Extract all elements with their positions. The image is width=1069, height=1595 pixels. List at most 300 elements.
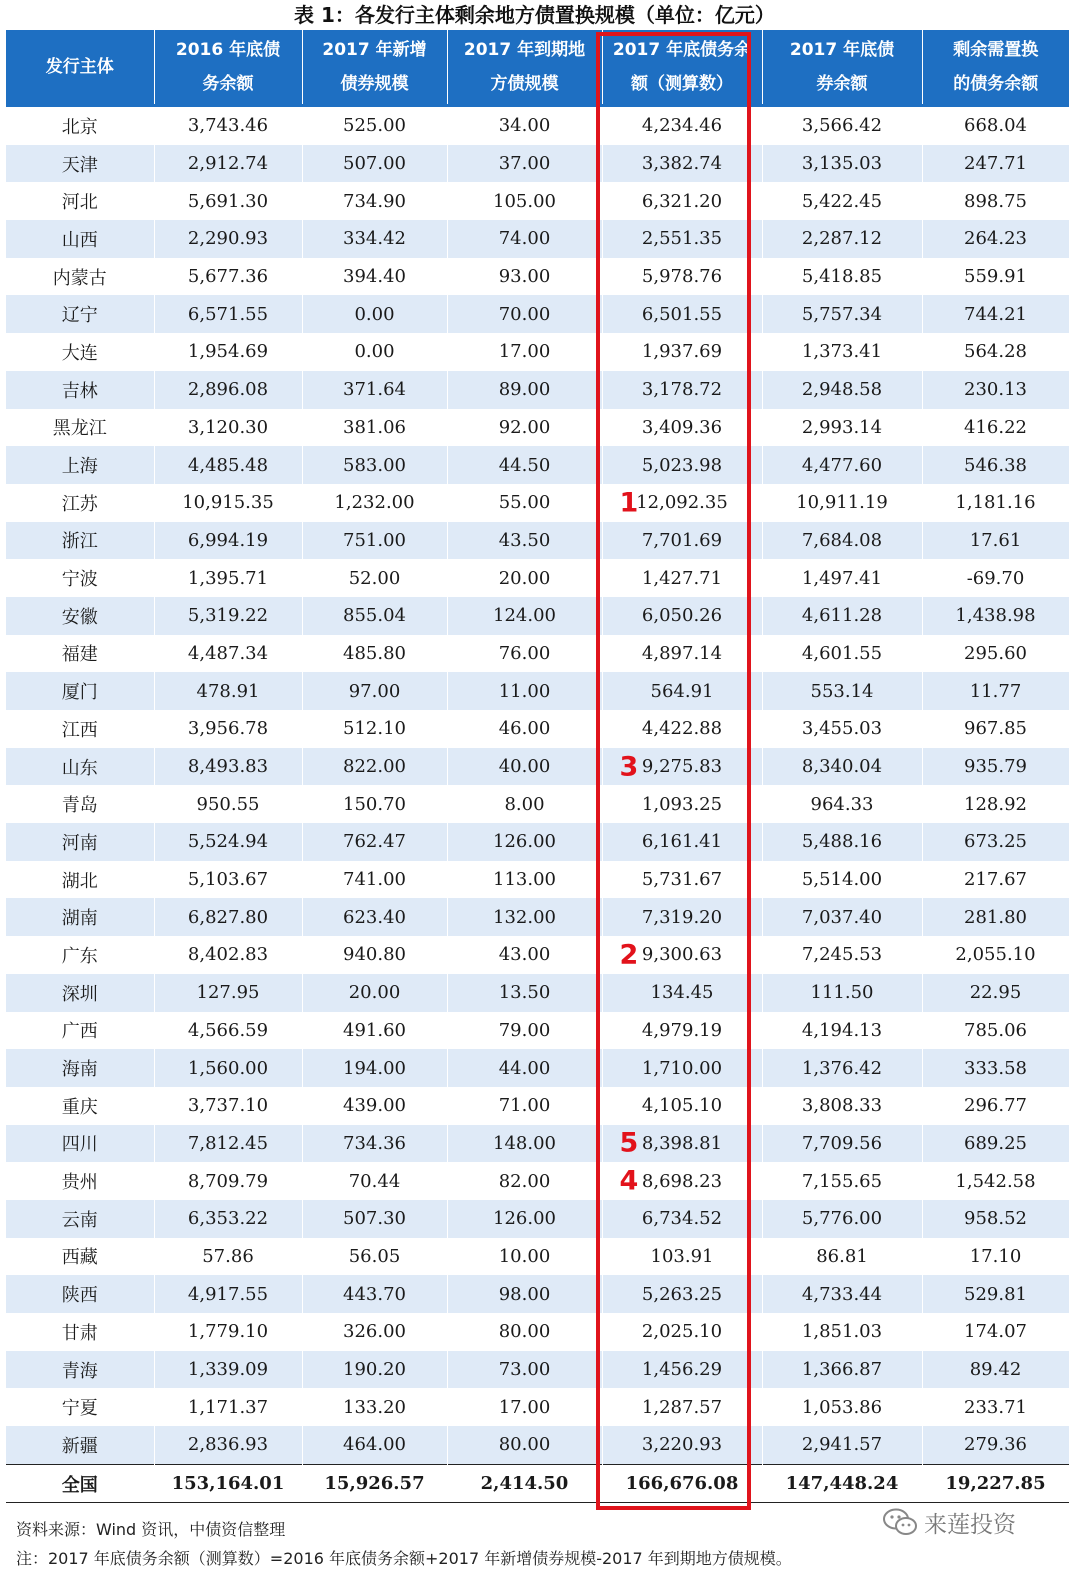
value-cell: 7,037.40 <box>762 898 922 936</box>
value-text: 6,734.52 <box>641 1208 723 1230</box>
issuer-cell: 青岛 <box>6 785 154 823</box>
table-row <box>6 1426 1069 1464</box>
issuer-cell: 黑龙江 <box>6 409 154 447</box>
value-cell: 1,373.41 <box>762 333 922 371</box>
value-cell: 4,917.55 <box>154 1275 302 1313</box>
value-cell <box>602 748 762 786</box>
value-cell <box>602 295 762 333</box>
value-cell: 133.20 <box>302 1388 447 1426</box>
value-text: 2,551.35 <box>641 228 723 250</box>
value-cell: 762.47 <box>302 823 447 861</box>
issuer-cell: 内蒙古 <box>6 258 154 296</box>
value-cell: 4,487.34 <box>154 635 302 673</box>
value-cell: 855.04 <box>302 597 447 635</box>
value-cell: 4,477.60 <box>762 446 922 484</box>
value-cell: 6,571.55 <box>154 295 302 333</box>
value-text: 4,979.19 <box>641 1019 723 1041</box>
value-cell: 1,954.69 <box>154 333 302 371</box>
total-value-cell: 2,414.50 <box>447 1464 602 1503</box>
table-row <box>6 1125 1069 1163</box>
value-text: 5,731.67 <box>641 869 723 891</box>
table-row <box>6 597 1069 635</box>
table-row <box>6 106 1069 145</box>
value-text: 4,234.46 <box>641 115 723 137</box>
value-cell: 86.81 <box>762 1238 922 1276</box>
value-cell <box>602 635 762 673</box>
value-cell: 950.55 <box>154 785 302 823</box>
value-cell <box>602 446 762 484</box>
value-cell: 4,485.48 <box>154 446 302 484</box>
value-text: 6,050.26 <box>641 605 723 627</box>
value-cell: 1,851.03 <box>762 1313 922 1351</box>
watermark <box>882 1502 1016 1542</box>
issuer-cell: 广东 <box>6 936 154 974</box>
value-cell: 126.00 <box>447 1200 602 1238</box>
rank-marker: 3 <box>619 751 639 783</box>
value-cell: 1,560.00 <box>154 1049 302 1087</box>
value-cell: 1,053.86 <box>762 1388 922 1426</box>
value-cell <box>602 106 762 145</box>
value-cell: 1,171.37 <box>154 1388 302 1426</box>
value-cell <box>602 1313 762 1351</box>
issuer-cell: 四川 <box>6 1125 154 1163</box>
value-cell: 70.00 <box>447 295 602 333</box>
value-cell: 56.05 <box>302 1238 447 1276</box>
value-cell <box>602 1125 762 1163</box>
issuer-cell: 山西 <box>6 220 154 258</box>
table-row <box>6 522 1069 560</box>
issuer-cell: 贵州 <box>6 1162 154 1200</box>
value-text: 7,701.69 <box>641 529 723 551</box>
value-cell: 439.00 <box>302 1087 447 1125</box>
value-cell: 10.00 <box>447 1238 602 1276</box>
value-text: 3,178.72 <box>641 379 723 401</box>
value-cell: 4,611.28 <box>762 597 922 635</box>
value-cell <box>602 484 762 522</box>
table-row <box>6 1313 1069 1351</box>
value-cell: 92.00 <box>447 409 602 447</box>
issuer-cell: 河南 <box>6 823 154 861</box>
value-text: 5,023.98 <box>641 454 723 476</box>
table-row <box>6 1087 1069 1125</box>
source-note: 资料来源：Wind 资讯，中债资信整理 <box>16 1520 286 1539</box>
issuer-cell: 深圳 <box>6 974 154 1012</box>
issuer-cell: 西藏 <box>6 1238 154 1276</box>
value-text: 4,897.14 <box>641 642 723 664</box>
value-cell: 741.00 <box>302 861 447 899</box>
value-cell: 3,743.46 <box>154 106 302 145</box>
issuer-cell: 厦门 <box>6 672 154 710</box>
value-text: 134.45 <box>650 982 714 1004</box>
value-cell: 5,418.85 <box>762 258 922 296</box>
value-cell: 264.23 <box>922 220 1069 258</box>
header-2017-new-bonds: 2017 年新增 债券规模 <box>302 30 447 106</box>
issuer-cell: 宁夏 <box>6 1388 154 1426</box>
value-cell: 17.61 <box>922 522 1069 560</box>
value-cell: 5,524.94 <box>154 823 302 861</box>
table-row <box>6 446 1069 484</box>
value-cell: 80.00 <box>447 1313 602 1351</box>
header-2017-debt-estimate: 2017 年底债务余 额（测算数） <box>602 30 762 106</box>
value-cell: 940.80 <box>302 936 447 974</box>
value-cell <box>602 672 762 710</box>
value-cell: 5,488.16 <box>762 823 922 861</box>
issuer-cell: 江西 <box>6 710 154 748</box>
value-cell: 52.00 <box>302 559 447 597</box>
issuer-cell: 福建 <box>6 635 154 673</box>
value-cell: 443.70 <box>302 1275 447 1313</box>
value-cell: 8,709.79 <box>154 1162 302 1200</box>
table-row <box>6 371 1069 409</box>
header-2017-maturing: 2017 年到期地 方债规模 <box>447 30 602 106</box>
issuer-cell: 新疆 <box>6 1426 154 1464</box>
value-cell: 5,103.67 <box>154 861 302 899</box>
table-row <box>6 1200 1069 1238</box>
value-cell: 8,493.83 <box>154 748 302 786</box>
table-row <box>6 1162 1069 1200</box>
total-value-cell: 15,926.57 <box>302 1464 447 1503</box>
value-cell: 3,135.03 <box>762 145 922 183</box>
value-cell: 485.80 <box>302 635 447 673</box>
value-cell: 1,395.71 <box>154 559 302 597</box>
table-row <box>6 145 1069 183</box>
value-text: 1,456.29 <box>641 1359 723 1381</box>
value-cell: 6,994.19 <box>154 522 302 560</box>
table-row <box>6 672 1069 710</box>
value-cell: 6,827.80 <box>154 898 302 936</box>
value-cell: 89.42 <box>922 1351 1069 1389</box>
value-cell <box>602 597 762 635</box>
value-cell: 478.91 <box>154 672 302 710</box>
value-cell: -69.70 <box>922 559 1069 597</box>
table-row <box>6 484 1069 522</box>
value-cell <box>602 258 762 296</box>
value-cell <box>602 1162 762 1200</box>
value-cell: 17.10 <box>922 1238 1069 1276</box>
table-row <box>6 1275 1069 1313</box>
value-cell: 507.00 <box>302 145 447 183</box>
value-text: 3,220.93 <box>641 1434 723 1456</box>
value-cell <box>602 823 762 861</box>
value-cell: 464.00 <box>302 1426 447 1464</box>
value-cell: 507.30 <box>302 1200 447 1238</box>
value-cell <box>602 559 762 597</box>
issuer-cell: 湖北 <box>6 861 154 899</box>
value-cell: 46.00 <box>447 710 602 748</box>
value-cell: 43.50 <box>447 522 602 560</box>
value-cell: 491.60 <box>302 1012 447 1050</box>
value-cell: 40.00 <box>447 748 602 786</box>
issuer-cell: 江苏 <box>6 484 154 522</box>
value-cell: 2,055.10 <box>922 936 1069 974</box>
value-cell: 10,911.19 <box>762 484 922 522</box>
issuer-cell: 湖南 <box>6 898 154 936</box>
header-2017-bond-balance: 2017 年底债 券余额 <box>762 30 922 106</box>
value-cell <box>602 522 762 560</box>
value-cell <box>602 936 762 974</box>
value-cell: 559.91 <box>922 258 1069 296</box>
table-row <box>6 1388 1069 1426</box>
value-cell: 1,438.98 <box>922 597 1069 635</box>
value-cell: 4,566.59 <box>154 1012 302 1050</box>
rank-marker: 1 <box>619 487 639 519</box>
value-cell <box>602 1200 762 1238</box>
value-cell: 3,956.78 <box>154 710 302 748</box>
issuer-cell: 北京 <box>6 106 154 145</box>
issuer-cell: 辽宁 <box>6 295 154 333</box>
value-cell: 1,376.42 <box>762 1049 922 1087</box>
value-cell: 11.00 <box>447 672 602 710</box>
value-cell: 174.07 <box>922 1313 1069 1351</box>
value-cell: 5,514.00 <box>762 861 922 899</box>
value-cell: 744.21 <box>922 295 1069 333</box>
value-cell: 5,776.00 <box>762 1200 922 1238</box>
value-text: 3,409.36 <box>641 416 723 438</box>
value-cell: 5,422.45 <box>762 182 922 220</box>
value-cell: 5,677.36 <box>154 258 302 296</box>
issuer-cell: 青海 <box>6 1351 154 1389</box>
table-row <box>6 220 1069 258</box>
value-cell: 334.42 <box>302 220 447 258</box>
value-text: 4,105.10 <box>641 1095 723 1117</box>
value-cell: 105.00 <box>447 182 602 220</box>
value-cell: 7,684.08 <box>762 522 922 560</box>
rank-marker: 4 <box>619 1165 639 1197</box>
value-text: 6,501.55 <box>641 303 723 325</box>
value-cell: 247.71 <box>922 145 1069 183</box>
value-text: 103.91 <box>650 1245 714 1267</box>
value-cell: 1,366.87 <box>762 1351 922 1389</box>
value-cell: 416.22 <box>922 409 1069 447</box>
formula-note: 注：2017 年底债务余额（测算数）=2016 年底债务余额+2017 年新增债券规模-2017 年到期地方债规模。 <box>16 1549 792 1568</box>
value-cell: 98.00 <box>447 1275 602 1313</box>
value-cell: 57.86 <box>154 1238 302 1276</box>
value-cell: 958.52 <box>922 1200 1069 1238</box>
issuer-cell: 山东 <box>6 748 154 786</box>
table-row <box>6 785 1069 823</box>
value-cell: 13.50 <box>447 974 602 1012</box>
table-row <box>6 823 1069 861</box>
value-cell: 113.00 <box>447 861 602 899</box>
value-cell: 11.77 <box>922 672 1069 710</box>
value-cell: 1,339.09 <box>154 1351 302 1389</box>
value-cell: 583.00 <box>302 446 447 484</box>
value-cell: 17.00 <box>447 1388 602 1426</box>
issuer-cell: 大连 <box>6 333 154 371</box>
value-cell: 967.85 <box>922 710 1069 748</box>
value-cell: 126.00 <box>447 823 602 861</box>
value-cell: 4,601.55 <box>762 635 922 673</box>
value-cell: 553.14 <box>762 672 922 710</box>
value-cell <box>602 1388 762 1426</box>
issuer-cell: 海南 <box>6 1049 154 1087</box>
value-cell: 295.60 <box>922 635 1069 673</box>
issuer-cell: 上海 <box>6 446 154 484</box>
header-row <box>6 30 1069 106</box>
table-row <box>6 1049 1069 1087</box>
value-text: 1,710.00 <box>641 1057 723 1079</box>
value-cell <box>602 1351 762 1389</box>
value-cell: 689.25 <box>922 1125 1069 1163</box>
table-row <box>6 936 1069 974</box>
table-row <box>6 898 1069 936</box>
value-cell: 3,455.03 <box>762 710 922 748</box>
value-cell: 3,120.30 <box>154 409 302 447</box>
watermark-text: 来莲投资 <box>924 1511 1016 1538</box>
value-cell: 2,836.93 <box>154 1426 302 1464</box>
value-cell: 546.38 <box>922 446 1069 484</box>
value-cell: 7,709.56 <box>762 1125 922 1163</box>
table-row <box>6 861 1069 899</box>
header-remaining-replacement: 剩余需置换 的债务余额 <box>922 30 1069 106</box>
issuer-cell: 天津 <box>6 145 154 183</box>
value-cell: 3,808.33 <box>762 1087 922 1125</box>
value-text: 8,698.23 <box>641 1170 723 1192</box>
value-cell <box>602 898 762 936</box>
value-cell: 3,566.42 <box>762 106 922 145</box>
value-cell: 194.00 <box>302 1049 447 1087</box>
table-row <box>6 182 1069 220</box>
value-cell: 333.58 <box>922 1049 1069 1087</box>
value-cell: 2,993.14 <box>762 409 922 447</box>
table-row <box>6 1012 1069 1050</box>
value-cell: 124.00 <box>447 597 602 635</box>
value-text: 7,319.20 <box>641 906 723 928</box>
value-cell: 734.36 <box>302 1125 447 1163</box>
value-text: 6,161.41 <box>641 831 723 853</box>
value-text: 564.91 <box>650 680 714 702</box>
value-cell: 5,757.34 <box>762 295 922 333</box>
issuer-cell: 陕西 <box>6 1275 154 1313</box>
value-text: 9,300.63 <box>641 944 723 966</box>
total-value-cell: 19,227.85 <box>922 1464 1069 1503</box>
table-row <box>6 710 1069 748</box>
value-cell: 233.71 <box>922 1388 1069 1426</box>
rank-marker: 5 <box>619 1127 639 1159</box>
value-cell: 82.00 <box>447 1162 602 1200</box>
value-text: 9,275.83 <box>641 756 723 778</box>
issuer-cell: 浙江 <box>6 522 154 560</box>
value-text: 1,427.71 <box>641 567 723 589</box>
value-cell: 4,194.13 <box>762 1012 922 1050</box>
value-cell: 5,691.30 <box>154 182 302 220</box>
issuer-cell: 云南 <box>6 1200 154 1238</box>
table-row <box>6 748 1069 786</box>
value-cell: 80.00 <box>447 1426 602 1464</box>
value-cell <box>602 1049 762 1087</box>
value-cell: 74.00 <box>447 220 602 258</box>
value-cell: 150.70 <box>302 785 447 823</box>
value-cell: 623.40 <box>302 898 447 936</box>
value-cell: 785.06 <box>922 1012 1069 1050</box>
value-cell: 43.00 <box>447 936 602 974</box>
value-cell: 2,948.58 <box>762 371 922 409</box>
value-cell: 2,912.74 <box>154 145 302 183</box>
value-text: 8,398.81 <box>641 1132 723 1154</box>
issuer-cell: 吉林 <box>6 371 154 409</box>
value-cell: 525.00 <box>302 106 447 145</box>
value-cell: 5,319.22 <box>154 597 302 635</box>
value-text: 1,093.25 <box>641 793 723 815</box>
value-cell: 44.50 <box>447 446 602 484</box>
value-cell <box>602 371 762 409</box>
issuer-cell: 安徽 <box>6 597 154 635</box>
value-cell: 132.00 <box>447 898 602 936</box>
value-cell: 964.33 <box>762 785 922 823</box>
value-cell: 668.04 <box>922 106 1069 145</box>
value-cell: 44.00 <box>447 1049 602 1087</box>
value-cell <box>602 409 762 447</box>
header-issuer: 发行主体 <box>6 30 154 106</box>
issuer-cell: 广西 <box>6 1012 154 1050</box>
rank-marker: 2 <box>619 939 639 971</box>
value-cell: 2,290.93 <box>154 220 302 258</box>
value-cell: 10,915.35 <box>154 484 302 522</box>
value-cell: 898.75 <box>922 182 1069 220</box>
table-body <box>6 106 1069 1503</box>
value-cell: 0.00 <box>302 295 447 333</box>
value-cell: 34.00 <box>447 106 602 145</box>
value-cell: 529.81 <box>922 1275 1069 1313</box>
value-cell: 734.90 <box>302 182 447 220</box>
value-cell: 17.00 <box>447 333 602 371</box>
value-cell <box>602 1012 762 1050</box>
value-cell: 2,896.08 <box>154 371 302 409</box>
value-cell: 76.00 <box>447 635 602 673</box>
value-cell <box>602 145 762 183</box>
table-row <box>6 409 1069 447</box>
value-cell: 381.06 <box>302 409 447 447</box>
issuer-cell: 宁波 <box>6 559 154 597</box>
value-cell: 512.10 <box>302 710 447 748</box>
value-cell <box>602 1087 762 1125</box>
value-cell <box>602 1238 762 1276</box>
table-row <box>6 333 1069 371</box>
value-cell: 296.77 <box>922 1087 1069 1125</box>
value-cell: 217.67 <box>922 861 1069 899</box>
value-cell: 22.95 <box>922 974 1069 1012</box>
value-text: 5,263.25 <box>641 1283 723 1305</box>
value-text: 1,937.69 <box>641 341 723 363</box>
value-cell: 97.00 <box>302 672 447 710</box>
value-cell: 1,181.16 <box>922 484 1069 522</box>
value-cell: 2,287.12 <box>762 220 922 258</box>
value-cell: 71.00 <box>447 1087 602 1125</box>
value-cell: 1,779.10 <box>154 1313 302 1351</box>
total-value-cell: 166,676.08 <box>602 1464 762 1503</box>
value-text: 4,422.88 <box>641 718 723 740</box>
total-label: 全国 <box>6 1464 154 1503</box>
value-cell: 55.00 <box>447 484 602 522</box>
value-text: 2,025.10 <box>641 1321 723 1343</box>
issuer-cell: 重庆 <box>6 1087 154 1125</box>
value-text: 3,382.74 <box>641 153 723 175</box>
value-cell <box>602 861 762 899</box>
value-cell <box>602 974 762 1012</box>
wechat-icon <box>882 1507 918 1537</box>
value-cell: 0.00 <box>302 333 447 371</box>
value-cell: 70.44 <box>302 1162 447 1200</box>
value-cell: 281.80 <box>922 898 1069 936</box>
value-cell: 190.20 <box>302 1351 447 1389</box>
value-cell: 7,812.45 <box>154 1125 302 1163</box>
value-cell: 935.79 <box>922 748 1069 786</box>
value-cell: 2,941.57 <box>762 1426 922 1464</box>
value-cell: 564.28 <box>922 333 1069 371</box>
header-2016-debt: 2016 年底债 务余额 <box>154 30 302 106</box>
table-title: 表 1：各发行主体剩余地方债置换规模（单位：亿元） <box>294 3 775 27</box>
table-row <box>6 635 1069 673</box>
